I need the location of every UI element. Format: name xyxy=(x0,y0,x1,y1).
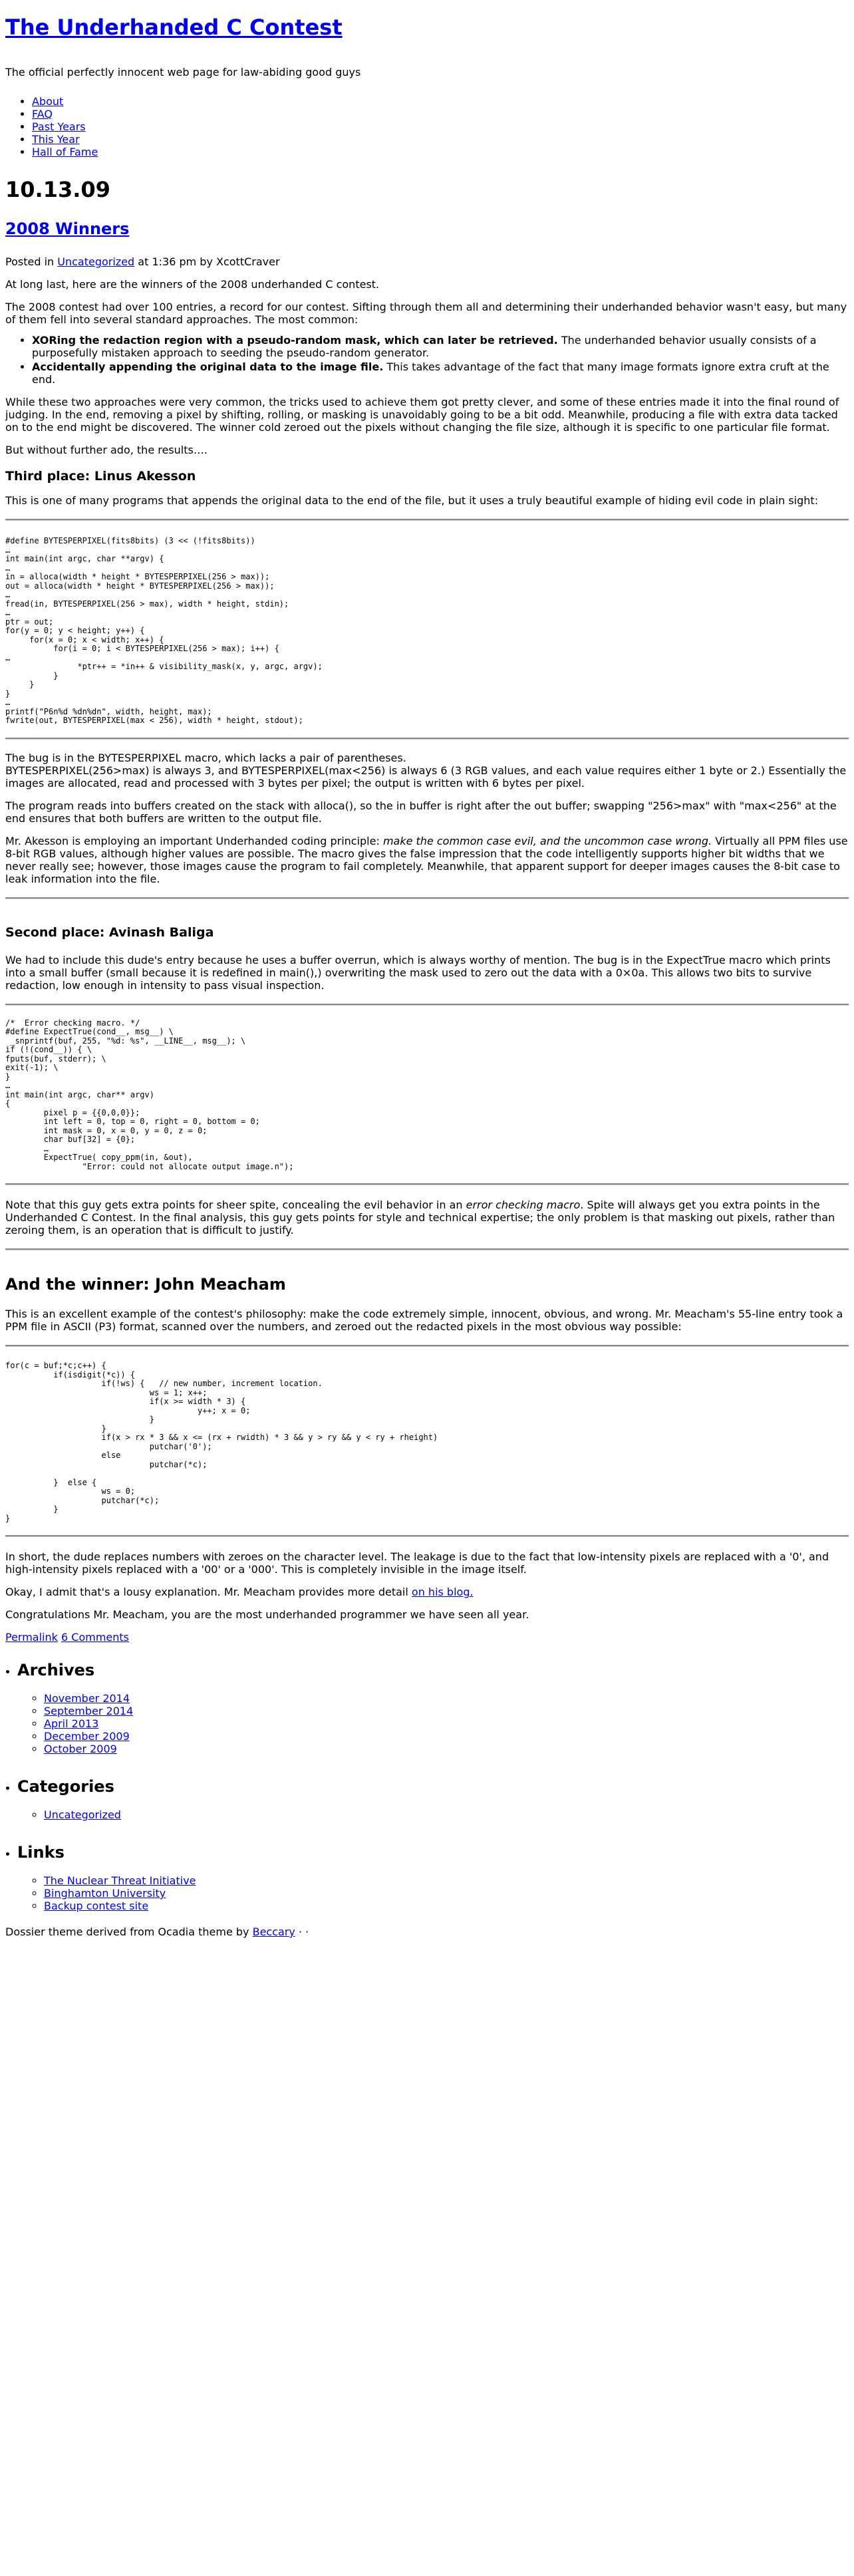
third-place-buffers: The program reads into buffers created on the stack with alloca(), so the in buffer is right after the out buffer; swapping "256>max" with "max<256" at the end ensures that both buffers are written to the output file. xyxy=(5,799,837,825)
nav-item-past-years xyxy=(32,120,849,133)
results-lead: But without further ado, the results…. xyxy=(5,444,208,456)
category-item xyxy=(44,1808,849,1821)
main-nav xyxy=(5,95,849,158)
approaches-list xyxy=(5,334,849,386)
nav-item-this-year xyxy=(32,133,849,146)
footer-dots: · · xyxy=(298,1926,309,1938)
categories-heading: • Categories xyxy=(17,1777,114,1796)
winner-blog-note xyxy=(5,1586,849,1598)
nav-link-about[interactable]: About xyxy=(32,95,64,108)
winner-code: for(c = buf;*c;c++) { if(isdigit(*c)) { if(!ws) { // new number, increment location. ws = 1; x++; if(x >= width * 3) { y++; x = 0; } } if(x > rx * 3 && x <= (rx + rwidth) * 3 && y > ry && y < ry + rheight) putchar('0'); else putchar(*c); } else { ws = 0; putchar(*c); } } xyxy=(5,1361,438,1523)
sidebar-archives xyxy=(17,1660,849,1755)
archive-item xyxy=(44,1730,849,1743)
archive-link[interactable]: October 2009 xyxy=(44,1743,117,1755)
permalink-link[interactable]: Permalink xyxy=(5,1631,58,1644)
third-place-heading: Third place: Linus Akesson xyxy=(5,469,196,484)
categories-list xyxy=(17,1808,849,1821)
sidebar-links xyxy=(17,1842,849,1912)
post-title-link[interactable]: 2008 Winners xyxy=(5,219,130,238)
principle-rest: Virtually all PPM files use 8-bit RGB values, although higher values are possible. The macro gives the false impression that the code intelligently supports higher bit widths that we never really see; however, those images cause the program to fail completely. Meanwhile, that apparent support for deeper images causes the 8-bit case to leak information into the file. xyxy=(5,834,848,885)
second-place-heading: Second place: Avinash Baliga xyxy=(5,925,214,940)
intro-paragraph: At long last, here are the winners of the 2008 underhanded C contest. xyxy=(5,278,380,291)
blog-note-text: Okay, I admit that's a lousy explanation. Mr. Meacham provides more detail xyxy=(5,1586,412,1598)
approach-title: XORing the redaction region with a pseudo-random mask, which can later be retrieved. xyxy=(32,334,558,347)
archive-link[interactable]: April 2013 xyxy=(44,1717,99,1730)
blogroll-link[interactable]: Backup contest site xyxy=(44,1900,149,1912)
site-title xyxy=(5,14,849,41)
archive-link[interactable]: September 2014 xyxy=(44,1705,134,1717)
archives-heading: • Archives xyxy=(17,1661,95,1679)
archive-link[interactable]: December 2009 xyxy=(44,1730,130,1743)
blogroll-item xyxy=(44,1900,849,1912)
divider xyxy=(5,1183,849,1185)
site-title-link[interactable]: The Underhanded C Contest xyxy=(5,15,343,40)
site-footer xyxy=(5,1926,849,1938)
archive-link[interactable]: November 2014 xyxy=(44,1692,130,1705)
winner-explanation: In short, the dude replaces numbers with zeroes on the character level. The leakage is due to the fact that low-intensity pixels are replaced with a '0', and high-intensity pixels replaced with a '00' or a '000'. This is completely invisible in the image itself. xyxy=(5,1550,829,1576)
third-place-bug-line2: BYTESPERPIXEL(256>max) is always 3, and BYTESPERPIXEL(max<256) is always 6 (3 RGB values, and each value requires either 1 byte or 2.) Essentially the images are allocated, read and processed with 3 bytes per pixel; the output is written with 6 bytes per pixel. xyxy=(5,764,847,789)
nav-link-this-year[interactable]: This Year xyxy=(32,133,80,146)
third-place-principle xyxy=(5,835,849,885)
nav-item-about xyxy=(32,95,849,108)
third-place-bug-line1: The bug is in the BYTESPERPIXEL macro, which lacks a pair of parentheses. xyxy=(5,751,406,764)
divider xyxy=(5,1004,849,1006)
footer-credit: Dossier theme derived from Ocadia theme by xyxy=(5,1926,249,1938)
nav-item-faq xyxy=(32,108,849,120)
principle-emphasis: make the common case evil, and the uncommon case wrong. xyxy=(382,834,712,847)
post-footer xyxy=(5,1631,849,1644)
blog-link[interactable]: on his blog. xyxy=(411,1586,474,1598)
blogroll-link[interactable]: Binghamton University xyxy=(44,1887,166,1900)
divider xyxy=(5,1535,849,1537)
comments-link[interactable]: 6 Comments xyxy=(61,1631,129,1644)
divider xyxy=(5,738,849,740)
second-place-intro: We had to include this dude's entry because he uses a buffer overrun, which is always worthy of mention. The bug is in the ExpectTrue macro which prints into a small buffer (small because it is redefined in main(),) overwriting the mask used to zero out the data with a 0×0a. This allows two bits to survive redaction, low enough in intensity to pass visual inspection. xyxy=(5,953,831,992)
links-heading: • Links xyxy=(17,1843,65,1862)
approach-text: The underhanded behavior usually consists of a purposefully mistaken approach to seeding the pseudo-random generator. xyxy=(32,334,817,359)
congratulations: Congratulations Mr. Meacham, you are the most underhanded programmer we have seen all year. xyxy=(5,1608,529,1621)
page xyxy=(0,14,854,1938)
approach-text: This takes advantage of the fact that many image formats ignore extra cruft at the end. xyxy=(32,360,829,386)
nav-link-past-years[interactable]: Past Years xyxy=(32,120,86,133)
sidebar xyxy=(5,1660,849,1912)
winner-intro: This is an excellent example of the contest's philosophy: make the code extremely simple, innocent, obvious, and wrong. Mr. Meacham's 55-line entry took a PPM file in ASCII (P3) format, scanned over the numbers, and zeroed out the redacted pixels in the most obvious way possible: xyxy=(5,1308,843,1333)
second-place-code: /* Error checking macro. */ #define ExpectTrue(cond__, msg__) \ _snprintf(buf, 255, "%d: %s", __LINE__, msg__); \ if (!(cond__)) { \ fputs(buf, stderr); \ exit(-1); \ } … int main(int argc, char** argv) { pixel p = {{0,0,0}}; int left = 0, top = 0, right = 0, bottom = 0; int mask = 0, x = 0, y = 0, z = 0; char buf[32] = {0}; … ExpectTrue( copy_ppm(in, &out), "Error: could not allocate output image.n"); xyxy=(5,1018,294,1171)
second-place-analysis xyxy=(5,1199,849,1236)
post-title xyxy=(5,219,849,239)
analysis-lead: Note that this guy gets extra points for sheer spite, concealing the evil behavior in an xyxy=(5,1199,466,1211)
archive-item xyxy=(44,1743,849,1755)
archives-list xyxy=(17,1692,849,1755)
nav-link-faq[interactable]: FAQ xyxy=(32,108,53,120)
archive-item xyxy=(44,1705,849,1717)
archive-item xyxy=(44,1692,849,1705)
footer-author-link[interactable]: Beccary xyxy=(252,1926,295,1938)
divider xyxy=(5,519,849,521)
divider xyxy=(5,897,849,899)
judging-paragraph: While these two approaches were very common, the tricks used to achieve them got pretty clever, and some of these entries made it into the final round of judging. In the end, removing a pixel by shifting, rolling, or masking is unavoidably going to be a bit odd. Meanwhile, producing a file with extra data tacked on to the end might be discovered. The winner cold zeroed out the pixels without changing the file size, although it is specific to one particular file format. xyxy=(5,396,839,434)
third-place-intro: This is one of many programs that appends the original data to the end of the file, but it uses a truly beautiful example of hiding evil code in plain sight: xyxy=(5,494,819,507)
category-link[interactable]: Uncategorized xyxy=(44,1808,121,1821)
approach-item xyxy=(32,360,849,386)
category-link[interactable]: Uncategorized xyxy=(57,255,135,268)
approach-title: Accidentally appending the original data to the image file. xyxy=(32,360,384,373)
blogroll-item xyxy=(44,1874,849,1887)
winner-heading: And the winner: John Meacham xyxy=(5,1275,286,1294)
blogroll-link[interactable]: The Nuclear Threat Initiative xyxy=(44,1874,196,1887)
archive-item xyxy=(44,1717,849,1730)
post-time-author: at 1:36 pm by XcottCraver xyxy=(138,255,280,268)
third-place-bug xyxy=(5,752,849,789)
divider xyxy=(5,1248,849,1250)
post-meta xyxy=(5,255,849,268)
post-date: 10.13.09 xyxy=(5,177,110,202)
nav-item-hall-of-fame xyxy=(32,146,849,158)
blogroll-item xyxy=(44,1887,849,1900)
sidebar-categories xyxy=(17,1777,849,1821)
analysis-rest: . Spite will always get you extra points in the Underhanded C Contest. In the final analysis, this guy gets points for style and technical expertise; the only problem is that masking out pixels, rather than zeroing them, is an operation that is difficult to justify. xyxy=(5,1199,835,1236)
principle-lead: Mr. Akesson is employing an important Underhanded coding principle: xyxy=(5,834,383,847)
overview-paragraph: The 2008 contest had over 100 entries, a record for our contest. Sifting through them all and determining their underhanded behavior wasn't easy, but many of them fell into several standard approaches. The most common: xyxy=(5,301,847,326)
nav-link-hall-of-fame[interactable]: Hall of Fame xyxy=(32,146,98,158)
posted-in-label: Posted in xyxy=(5,255,55,268)
site-tagline: The official perfectly innocent web page for law-abiding good guys xyxy=(5,66,361,78)
approach-item xyxy=(32,334,849,359)
analysis-emphasis: error checking macro xyxy=(466,1199,581,1211)
divider xyxy=(5,1345,849,1347)
links-list xyxy=(17,1874,849,1912)
third-place-code: #define BYTESPERPIXEL(fits8bits) (3 << (!fits8bits)) … int main(int argc, char **argv) { … in = alloca(width * height * BYTESPERPIXEL(256 > max)); out = alloca(width * height * BYTESPERPIXEL(256 > max)); … fread(in, BYTESPERPIXEL(256 > max), width * height, stdin); … ptr = out; for(y = 0; y < height; y++) { for(x = 0; x < width; x++) { for(i = 0; i < BYTESPERPIXEL(256 > max); i++) { … *ptr++ = *in++ & visibility_mask(x, y, argc, argv); } } } … printf("P6n%d %dn%dn", width, height, max); fwrite(out, BYTESPERPIXEL(max < 256), width * height, stdout); xyxy=(5,537,323,725)
